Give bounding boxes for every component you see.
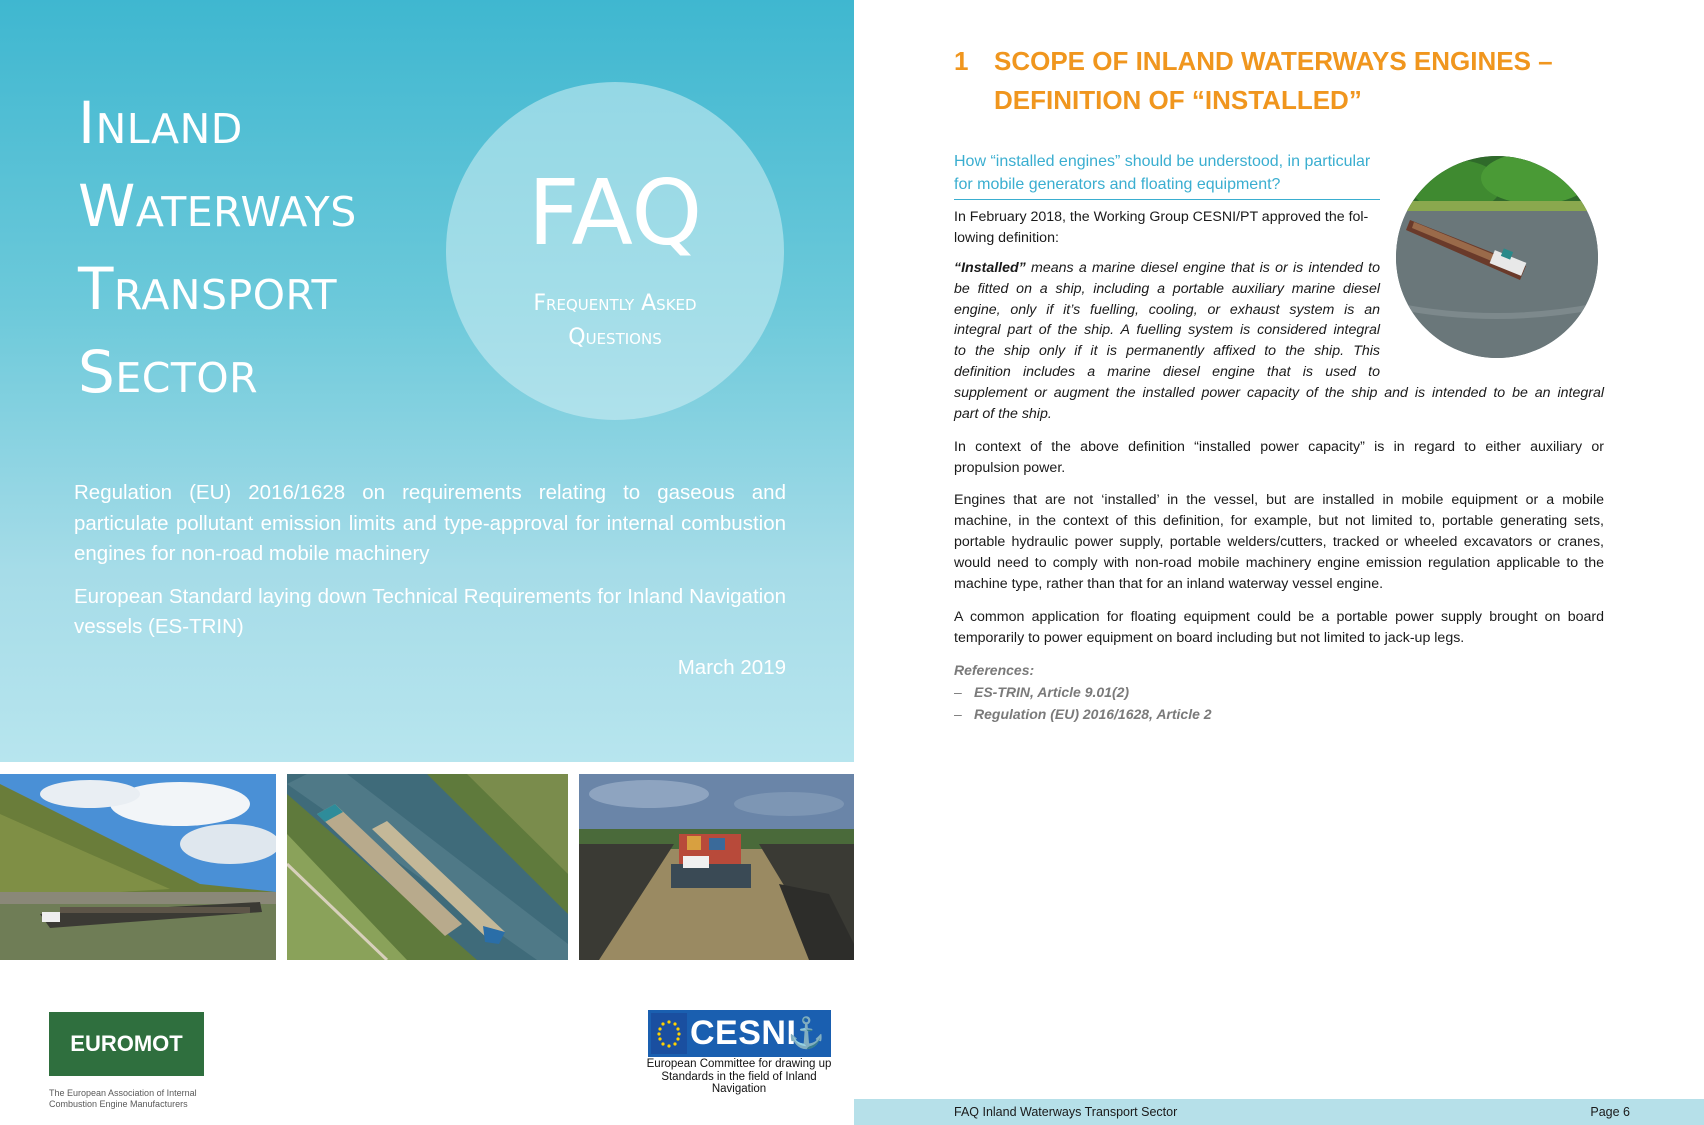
mobile-equipment-paragraph — [954, 490, 1604, 595]
publication-date: March 2019 — [677, 656, 786, 679]
faq-question — [954, 150, 1380, 200]
reference-item — [954, 703, 1604, 725]
faq-page — [854, 0, 1704, 1125]
cover-title-line: Sector — [78, 338, 259, 406]
reference-text: ES-TRIN, Article 9.01(2) — [974, 684, 1130, 700]
installed-definition — [954, 258, 1604, 424]
cover-title-line: Transport — [78, 255, 338, 323]
paragraph-line: would need to comply with non-road mobile machinery engine emission regulation applicable to the — [954, 555, 1604, 571]
section-title-line: SCOPE OF INLAND WATERWAYS ENGINES – — [994, 46, 1553, 76]
paragraph-line: portable hydraulic power supply, portable welders/cutters, tracked or wheeled excavators or cranes, — [954, 534, 1604, 550]
reference-dash: – — [954, 684, 962, 700]
cesni-caption-line: Standards in the field of Inland — [661, 1070, 817, 1083]
anchor-icon: ⚓ — [787, 1017, 825, 1050]
reference-item — [954, 681, 1604, 703]
question-line: How “installed engines” should be understood, in particular — [954, 153, 1371, 170]
paragraph-line: Engines that are not ‘installed’ in the vessel, but are installed in mobile equipment or a mobile — [954, 492, 1604, 508]
reference-dash: – — [954, 706, 962, 722]
section-number: 1 — [954, 46, 969, 76]
cover-header-panel — [0, 0, 854, 762]
cesni-caption-line: Navigation — [711, 1083, 767, 1095]
euromot-logo: EUROMOT — [49, 1012, 204, 1076]
cover-title — [78, 82, 458, 414]
definition-line — [954, 258, 1380, 279]
definition-line: be fitted on a ship, including a portable auxiliary marine diesel — [954, 280, 1380, 297]
paragraph-line: temporarily to power equipment on board including but not limited to jack-up legs. — [954, 630, 1465, 646]
cover-title-line: Inland — [78, 89, 243, 157]
floating-equipment-paragraph — [954, 607, 1604, 649]
barge-river-photo — [0, 774, 276, 960]
references-title: References: — [954, 662, 1035, 678]
aerial-barges-photo — [287, 774, 568, 960]
eu-flag-icon — [651, 1013, 687, 1054]
intro-line: In February 2018, the Working Group CESNI/PT approved the fol- — [954, 209, 1369, 225]
cesni-logo — [648, 1010, 831, 1057]
section-title — [994, 42, 1614, 120]
container-barge-photo — [579, 774, 854, 960]
paragraph-line: machine type, rather than that for an inland waterway vessel engine. — [954, 576, 1384, 592]
page-number: Page 6 — [1590, 1105, 1630, 1119]
definition-line: definition includes a marine diesel engine that is used to — [954, 363, 1380, 380]
euromot-caption-line: Combustion Engine Manufacturers — [49, 1099, 188, 1109]
cesni-wordmark: CESNI — [690, 1014, 797, 1052]
paragraph-line: In context of the above definition “installed power capacity” is in regard to either auxiliary or — [954, 439, 1604, 455]
question-line: for mobile generators and floating equipment? — [954, 176, 1281, 193]
definition-line: to the ship only if it is permanently affixed to the ship. This — [954, 343, 1380, 360]
intro-line: lowing definition: — [954, 229, 1059, 246]
cover-title-line: Waterways — [78, 172, 357, 240]
references-block — [954, 659, 1604, 725]
paragraph-line: propulsion power. — [954, 460, 1066, 476]
definition-line: integral part of the ship. A fuelling system is considered integral — [954, 322, 1380, 339]
definition-term: “Installed” — [954, 260, 1026, 276]
paragraph-line: machine, in the context of this definition, for example, but not limited to, portable generating sets, — [954, 513, 1604, 529]
es-trin-description: European Standard laying down Technical Requirements for Inland Navigation vessels (ES-TRIN) — [74, 584, 786, 638]
paragraph-line: A common application for floating equipment could be a portable power supply brought on board — [954, 609, 1604, 625]
intro-paragraph — [954, 207, 1380, 248]
section-title-line: DEFINITION OF “INSTALLED” — [994, 85, 1362, 115]
definition-line: engine, only if it’s fuelling, cooling, or exhaust system is an — [954, 301, 1380, 318]
regulation-description: Regulation (EU) 2016/1628 on requirements relating to gaseous and particulate pollutant emission limits and type-approval for internal combustion engines for non-road mobile machinery — [74, 481, 786, 565]
definition-line: part of the ship. — [954, 405, 1052, 422]
cover-description — [74, 478, 786, 655]
faq-label: FAQ — [527, 161, 703, 266]
cesni-caption-line: European Committee for drawing up — [646, 1058, 832, 1070]
faq-subtitle-line: Frequently Asked — [533, 291, 697, 316]
euromot-caption — [49, 1088, 219, 1110]
cesni-caption — [640, 1058, 838, 1096]
definition-line: supplement or augment the installed power capacity of the ship and is intended to be an integral — [954, 384, 1604, 401]
faq-subtitle-line: Questions — [568, 325, 662, 350]
euromot-caption-line: The European Association of Internal — [49, 1088, 197, 1098]
faq-circle — [446, 82, 784, 420]
definition-text: means a marine diesel engine that is or is intended to — [1025, 260, 1380, 276]
power-capacity-paragraph — [954, 437, 1604, 479]
reference-text: Regulation (EU) 2016/1628, Article 2 — [974, 706, 1212, 722]
footer-document-title: FAQ Inland Waterways Transport Sector — [954, 1105, 1178, 1119]
page-footer — [854, 1099, 1704, 1125]
faq-subtitle — [446, 287, 784, 355]
